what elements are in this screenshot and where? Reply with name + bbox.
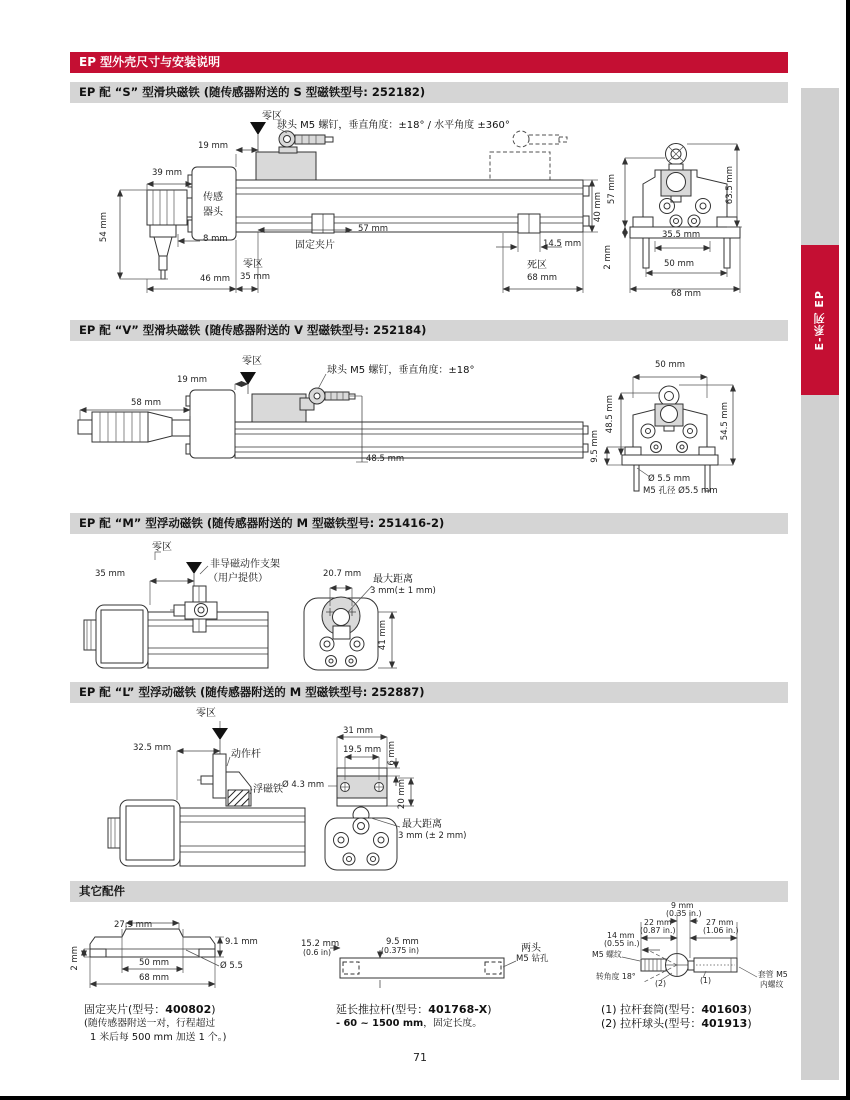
dim-label: 50 mm — [664, 259, 695, 269]
caption-text: - 60 ~ 1500 mm — [336, 1018, 424, 1029]
dim-label: 35 mm — [95, 569, 126, 579]
page-number: 71 — [413, 1051, 427, 1064]
bracket-note: 非导磁动作支架 — [210, 559, 280, 570]
sensor-head-label: 器头 — [203, 207, 223, 218]
dim-label: 2 mm — [603, 245, 613, 270]
zero-zone-label: 零区 — [242, 356, 262, 367]
dim-label: (0.6 in) — [303, 948, 332, 957]
thread-note: M5 螺纹 — [592, 950, 622, 959]
dim-label: 50 mm — [139, 958, 170, 968]
bracket-note: （用户提供） — [208, 573, 268, 584]
caption-text: ) — [747, 1017, 752, 1030]
dim-label: 27.9 mm — [114, 920, 153, 930]
accessory-rod-drawing — [330, 948, 516, 988]
dim-label: 9.5 mm — [386, 937, 419, 947]
caption-text: ) — [211, 1003, 216, 1016]
accessory-ball-joint-drawing — [622, 909, 757, 982]
dim-label: 19 mm — [198, 141, 229, 151]
ball-joint-caption — [601, 1003, 752, 1031]
dead-zone-label: 死区 — [527, 260, 547, 271]
caption-text: 延长推拉杆(型号： — [336, 1003, 429, 1016]
dim-label: 46 mm — [200, 274, 231, 284]
dim-label: 6 mm — [387, 741, 397, 766]
ref-label: (2) — [655, 979, 667, 988]
zero-zone-label: 零区 — [243, 259, 263, 270]
dim-label: Ø 5.5 mm — [648, 474, 691, 484]
drill-note: M5 钻孔 — [516, 954, 549, 964]
dim-label: M5 孔径 Ø5.5 mm — [643, 486, 718, 496]
dim-label: 41 mm — [378, 620, 388, 651]
dim-label: 20.7 mm — [323, 569, 362, 579]
dim-label: 54 mm — [99, 212, 109, 243]
caption-text: 固定夹片(型号： — [84, 1003, 166, 1016]
dim-label: 39 mm — [152, 168, 183, 178]
sleeve-note: 套管 M5 — [758, 970, 788, 979]
swivel-angle-note: 转角度 18° — [596, 972, 636, 981]
dim-label: 20 mm — [397, 779, 407, 810]
rod-caption — [336, 1003, 492, 1031]
dim-label: 50 mm — [655, 360, 686, 370]
max-distance-value: 3 mm(± 1 mm) — [370, 586, 436, 596]
clip-caption — [84, 1003, 226, 1045]
dim-label: 57 mm — [358, 224, 389, 234]
model-number: 400802 — [165, 1003, 212, 1016]
section-title: 其它配件 — [79, 884, 125, 898]
dim-label: 9.5 mm — [590, 430, 600, 463]
dim-label: 57 mm — [607, 174, 617, 205]
zero-zone-label: 零区 — [152, 542, 172, 553]
dim-label: 63.5 mm — [725, 166, 735, 205]
model-number: 401913 — [701, 1017, 748, 1030]
dim-label: 19.5 mm — [343, 745, 382, 755]
page-title: EP 型外壳尺寸与安装说明 — [79, 55, 221, 69]
dim-label: 15.2 mm — [301, 939, 340, 949]
dim-label: 68 mm — [671, 289, 702, 299]
diagram-v-side-view — [78, 372, 588, 462]
clip-label: 固定夹片 — [295, 240, 335, 251]
dim-label: (0.55 in.) — [604, 939, 640, 948]
dim-label: 8 mm — [203, 234, 228, 244]
dim-label: 35 mm — [240, 272, 271, 282]
dim-label: 9 mm — [671, 901, 694, 910]
sidebar-tab-label: E-系列 EP — [813, 289, 826, 351]
model-number: 401603 — [701, 1003, 748, 1016]
caption-text: 1 米后每 500 mm 加送 1 个。) — [90, 1032, 227, 1043]
dim-label: 68 mm — [139, 973, 170, 983]
dim-label: 58 mm — [131, 398, 162, 408]
caption-text: ) — [747, 1003, 752, 1016]
dim-label: 54.5 mm — [720, 402, 730, 441]
dim-label: 2 mm — [70, 946, 80, 971]
sleeve-note: 内螺纹 — [760, 980, 784, 989]
float-magnet-label: 浮磁铁 — [253, 784, 283, 795]
zero-zone-label: 零区 — [196, 708, 216, 719]
ball-screw-note: 球头 M5 螺钉，垂直角度：±18° / 水平角度 ±360° — [277, 120, 510, 131]
dim-label: 14.5 mm — [543, 239, 582, 249]
caption-text: (2) 拉杆球头(型号： — [601, 1017, 702, 1030]
caption-text: (随传感器附送一对，行程超过 — [84, 1018, 216, 1029]
drill-note: 两头 — [521, 943, 541, 954]
section-title: EP 配 “V” 型滑块磁铁 (随传感器附送的 V 型磁铁型号: 252184) — [79, 323, 427, 337]
max-distance-label: 最大距离 — [373, 574, 413, 585]
max-distance-value: 3 mm (± 2 mm) — [398, 831, 467, 841]
dim-label: (1.06 in.) — [703, 926, 739, 935]
dim-label: 48.5 mm — [605, 395, 615, 434]
caption-text: (1) 拉杆套筒(型号： — [601, 1003, 702, 1016]
ball-screw-note: 球头 M5 螺钉，垂直角度：±18° — [327, 365, 475, 376]
zero-zone-label: 零区 — [262, 111, 282, 122]
dim-label: 35.5 mm — [662, 230, 701, 240]
ref-label: (1) — [700, 976, 712, 985]
dim-label: 68 mm — [527, 273, 558, 283]
section-title: EP 配 “M” 型浮动磁铁 (随传感器附送的 M 型磁铁型号: 251416-2) — [79, 516, 445, 530]
dim-label: 31 mm — [343, 726, 374, 736]
dim-label: 48.5 mm — [366, 454, 405, 464]
dim-label: 40 mm — [593, 192, 603, 223]
action-rod-label: 动作杆 — [231, 749, 261, 760]
dim-label: 14 mm — [607, 931, 635, 940]
caption-text: ，固定长度。 — [423, 1018, 483, 1029]
dim-label: Ø 5.5 — [220, 961, 243, 971]
dim-label: 9.1 mm — [225, 937, 258, 947]
dim-label: 22 mm — [644, 918, 672, 927]
section-title: EP 配 “S” 型滑块磁铁 (随传感器附送的 S 型磁铁型号: 252182) — [79, 85, 426, 99]
dim-label: 27 mm — [706, 918, 734, 927]
dim-label: Ø 4.3 mm — [282, 780, 325, 790]
dim-label: (0.375 in) — [381, 946, 419, 955]
dim-label: (0.87 in.) — [640, 926, 676, 935]
caption-text: ) — [487, 1003, 492, 1016]
dim-label: (0.35 in.) — [666, 909, 702, 918]
max-distance-label: 最大距离 — [402, 819, 442, 830]
sensor-head-label: 传感 — [203, 192, 223, 203]
section-title: EP 配 “L” 型浮动磁铁 (随传感器附送的 M 型磁铁型号: 252887) — [79, 685, 425, 699]
model-number: 401768-X — [428, 1003, 488, 1016]
dim-label: 32.5 mm — [133, 743, 172, 753]
dim-label: 19 mm — [177, 375, 208, 385]
